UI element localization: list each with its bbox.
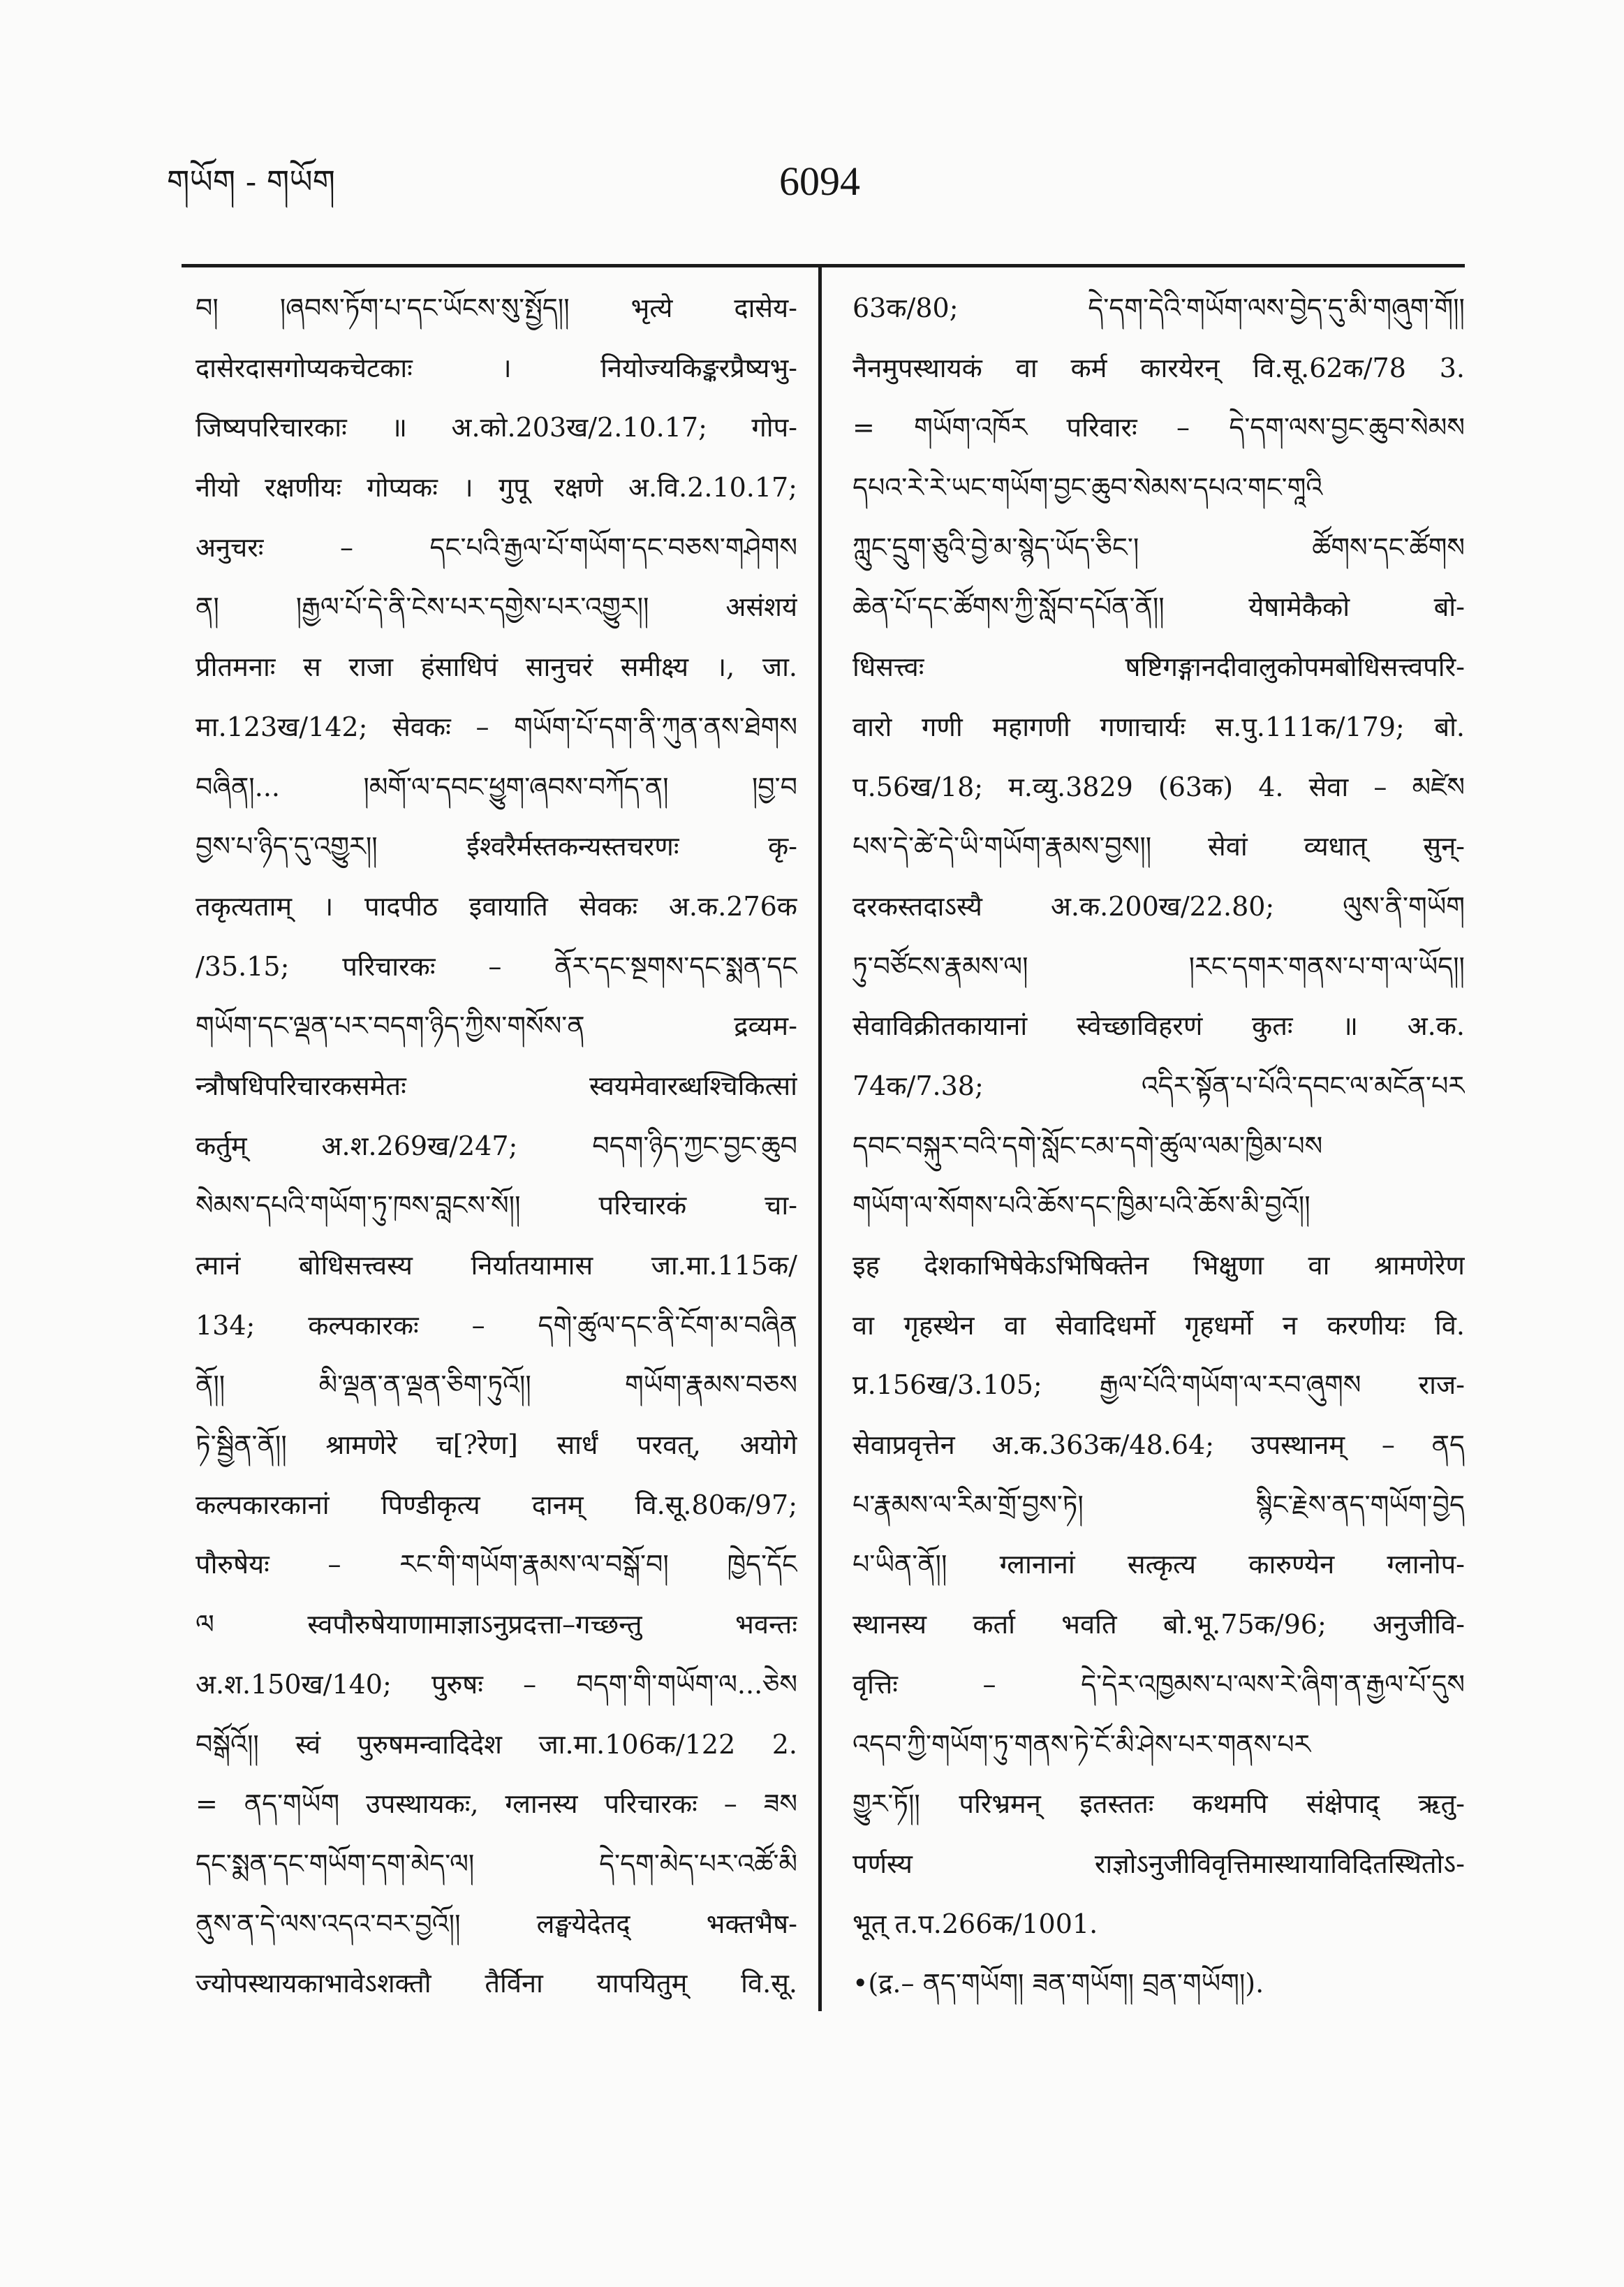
text-line: वृत्तिः – དེ་དེར་འཁྱམས་པ་ལས་རེ་ཞིག་ན་རྒྱལ་པོ་དུས [852,1668,1465,1700]
cross-reference-line: •(द्र.– ནད་གཡོག། ཟན་གཡོག། བྲན་གཡོག།). [852,1968,1264,1999]
text-line: प्रीतमनाः स राजा हंसाधिपं सानुचरं समीक्ष्य ।, जा. [195,652,797,683]
text-line: ལ स्वपौरुषेयाणामाज्ञाऽनुप्रदत्ता–गच्छन्तु भवन्तः [195,1609,797,1640]
text-line: དང་སྨན་དང་གཡོག་དག་མེད་ལ། དེ་དག་མེད་པར་འཚོ་མི [195,1848,797,1879]
page-number: 6094 [779,159,860,204]
text-line: वारो गणी महागणी गणाचार्यः स.पु.111क/179; बो. [852,711,1465,742]
text-line: प.56ख/18; म.व्यु.3829 (63क) 4. सेवा – མཛེས [852,771,1465,802]
text-line: 74क/7.38; འདིར་སྟོན་པ་པོའི་དབང་ལ་མངོན་པར [852,1070,1465,1101]
text-line: इह देशकाभिषेकेऽभिषिक्तेन भिक्षुणा वा श्रामणेरेण [852,1250,1465,1281]
text-line: དབང་བསྐུར་བའི་དགེ་སློང་ངམ་དགེ་ཚུལ་ལམ་ཁྱིམ་པས [852,1130,1323,1161]
right-column [852,279,1465,2014]
text-line: བྱས་པ་ཉིད་དུ་འགྱུར།། ईश्वरैर्मस्तकन्यस्तचरणः कृ- [195,831,797,862]
text-line: བསྒོའོ།། स्वं पुरुषमन्वादिदेश जा.मा.106क/122 2. [195,1728,797,1760]
text-line: སེམས་དཔའི་གཡོག་ཏུ་ཁས་བླངས་སོ།། परिचारकं चा- [195,1190,797,1221]
text-line: मा.123ख/142; सेवकः – གཡོག་པོ་དག་ནི་ཀུན་ནས་ཐེགས [195,711,797,742]
text-line: दासेरदासगोप्यकचेटकाः । नियोज्यकिङ्करप्रैष्यभु- [195,352,797,383]
text-line: པ་རྣམས་ལ་རིམ་གྲོ་བྱས་ཏེ། སྙིང་རྗེས་ནད་གཡོག་བྱེད [852,1489,1465,1520]
text-line: पर्णस्य राज्ञोऽनुजीविवृत्तिमास्थायाविदितस्थितोऽ- [852,1848,1465,1879]
text-line: सेवाविक्रीतकायानां स्वेच्छाविहरणं कुतः ॥ अ.क. [852,1010,1465,1042]
text-line: पौरुषेयः – རང་གི་གཡོག་རྣམས་ལ་བསྒོ་བ། ཁྱེད་དོང [195,1549,797,1580]
text-line: ཆེན་པོ་དང་ཚོགས་ཀྱི་སློབ་དཔོན་ནོ།། येषामेकैको बो- [852,591,1465,623]
text-line: नीयो रक्षणीयः गोप्यकः । गुपू रक्षणे अ.वि.2.10.17; [195,472,797,503]
left-column [195,279,797,2014]
text-line: दरकस्तदाऽस्यै अ.क.200ख/22.80; ལུས་ནི་གཡོག [852,890,1465,922]
text-line: འདབ་ཀྱི་གཡོག་ཏུ་གནས་ཏེ་ངོ་མི་ཤེས་པར་གནས་པར [852,1728,1311,1760]
text-line: གྱུར་ཏོ།། परिभ्रमन् इतस्ततः कथमपि संक्षेपाद् ऋतु- [852,1788,1465,1820]
text-line: ན། །རྒྱལ་པོ་དེ་ནི་ངེས་པར་དགྱེས་པར་འགྱུར།། असंशयं [195,591,797,623]
text-line: प्र.156ख/3.105; རྒྱལ་པོའི་གཡོག་ལ་རབ་ཞུགས राज- [852,1369,1465,1401]
text-line: जिष्यपरिचारकाः ॥ अ.को.203ख/2.10.17; गोप- [195,412,797,443]
text-line: = ནད་གཡོག उपस्थायकः, ग्लानस्य परिचारकः – ཟས [195,1788,797,1820]
text-line: त्मानं बोधिसत्त्वस्य निर्यातयामास जा.मा.115क/ [195,1250,797,1281]
text-line: དཔའ་རེ་རེ་ཡང་གཡོག་བྱང་ཆུབ་སེམས་དཔའ་གང་གཱའི [852,472,1323,503]
text-line: ནོ།། མི་ལྡན་ན་ལྡན་ཅིག་ཏུའོ།། གཡོག་རྣམས་བཅས [195,1369,797,1401]
text-line: अ.श.150ख/140; पुरुषः – བདག་གི་གཡོག་ལ...ཅེས [195,1668,797,1700]
text-line: कर्तुम् अ.श.269ख/247; བདག་ཉིད་ཀྱང་བྱང་ཆུབ [195,1130,797,1161]
text-line: अनुचरः – དང་པའི་རྒྱལ་པོ་གཡོག་དང་བཅས་གཤེགས [195,531,797,563]
text-line: तकृत्यताम् । पादपीठ इवायाति सेवकः अ.क.276क [195,890,797,922]
header-rule [182,264,1465,267]
column-divider [818,267,822,2011]
text-line: कल्पकारकानां पिण्डीकृत्य दानम् वि.सू.80क/97; [195,1489,797,1520]
text-line: भूत् त.प.266क/1001. [852,1908,1098,1939]
text-line: नैनमुपस्थायकं वा कर्म कारयेरन् वि.सू.62क/78 3. [852,352,1465,383]
text-line: 134; कल्पकारकः – དགེ་ཚུལ་དང་ནི་ངོག་མ་བཞིན [195,1309,797,1341]
text-line: /35.15; परिचारकः – ནོར་དང་སྔགས་དང་སྨན་དང [195,950,797,982]
text-line: सेवाप्रवृत्तेन अ.क.363क/48.64; उपस्थानम् – ནད [852,1429,1465,1461]
text-line: ཏེ་སྦྱིན་ནོ།། श्रामणेरे च[?रेण] सार्धं परवत्, अयोगे [195,1429,797,1461]
text-line: པས་དེ་ཚེ་དེ་ཡི་གཡོག་རྣམས་བྱས།། सेवां व्यधात् सुन्- [852,831,1465,862]
text-line: ཏུ་བཙོངས་རྣམས་ལ། །རང་དགར་གནས་པ་ག་ལ་ཡོད།། [852,950,1465,982]
text-line: = གཡོག་འཁོར परिवारः – དེ་དག་ལས་བྱང་ཆུབ་སེམས [852,412,1465,443]
text-line: པ་ཡིན་ནོ།། ग्लानानां सत्कृत्य कारुण्येन ग्लानोप- [852,1549,1465,1580]
text-line: བཞིན།... །མགོ་ལ་དབང་ཕྱུག་ཞབས་བཀོད་ན། །བྱ་བ [195,771,797,802]
text-line: ज्योपस्थायकाभावेऽशक्तौ तैर्विना यापयितुम् वि.सू. [195,1968,797,1999]
text-line: གཡོག་དང་ལྡན་པར་བདག་ཉིད་ཀྱིས་གསོས་ན द्रव्यम- [195,1010,797,1042]
text-line: གཡོག་ལ་སོགས་པའི་ཆོས་དང་ཁྱིམ་པའི་ཆོས་མི་བྱའོ།། [852,1190,1311,1221]
text-line: ཀླུང་དྲུག་ཅུའི་བྱེ་མ་སྙེད་ཡོད་ཅིང་། ཚོགས་དང་ཚོགས [852,531,1465,563]
text-line: 63क/80; དེ་དག་དེའི་གཡོག་ལས་བྱེད་དུ་མི་གཞུག་གོ།། [852,293,1465,323]
text-line: वा गृहस्थेन वा सेवादिधर्मो गृहधर्मो न करणीयः वि. [852,1309,1465,1341]
text-line: स्थानस्य कर्ता भवति बो.भू.75क/96; अनुजीवि- [852,1609,1465,1640]
text-line: न्त्रौषधिपरिचारकसमेतः स्वयमेवारब्धश्चिकित्सां [195,1070,797,1101]
running-head-guide-words: གཡོག - གཡོག [167,163,336,200]
text-line: धिसत्त्वः षष्टिगङ्गानदीवालुकोपमबोधिसत्त्वपरि- [852,652,1465,683]
text-line: བ། །ཞབས་ཏོག་པ་དང་ཡོངས་སུ་སྤྱོད།། भृत्ये दासेय- [195,293,797,323]
text-line: ནུས་ན་དེ་ལས་འདའ་བར་བྱའོ།། लङ्घयेदेतद् भक्तभैष- [195,1908,797,1939]
